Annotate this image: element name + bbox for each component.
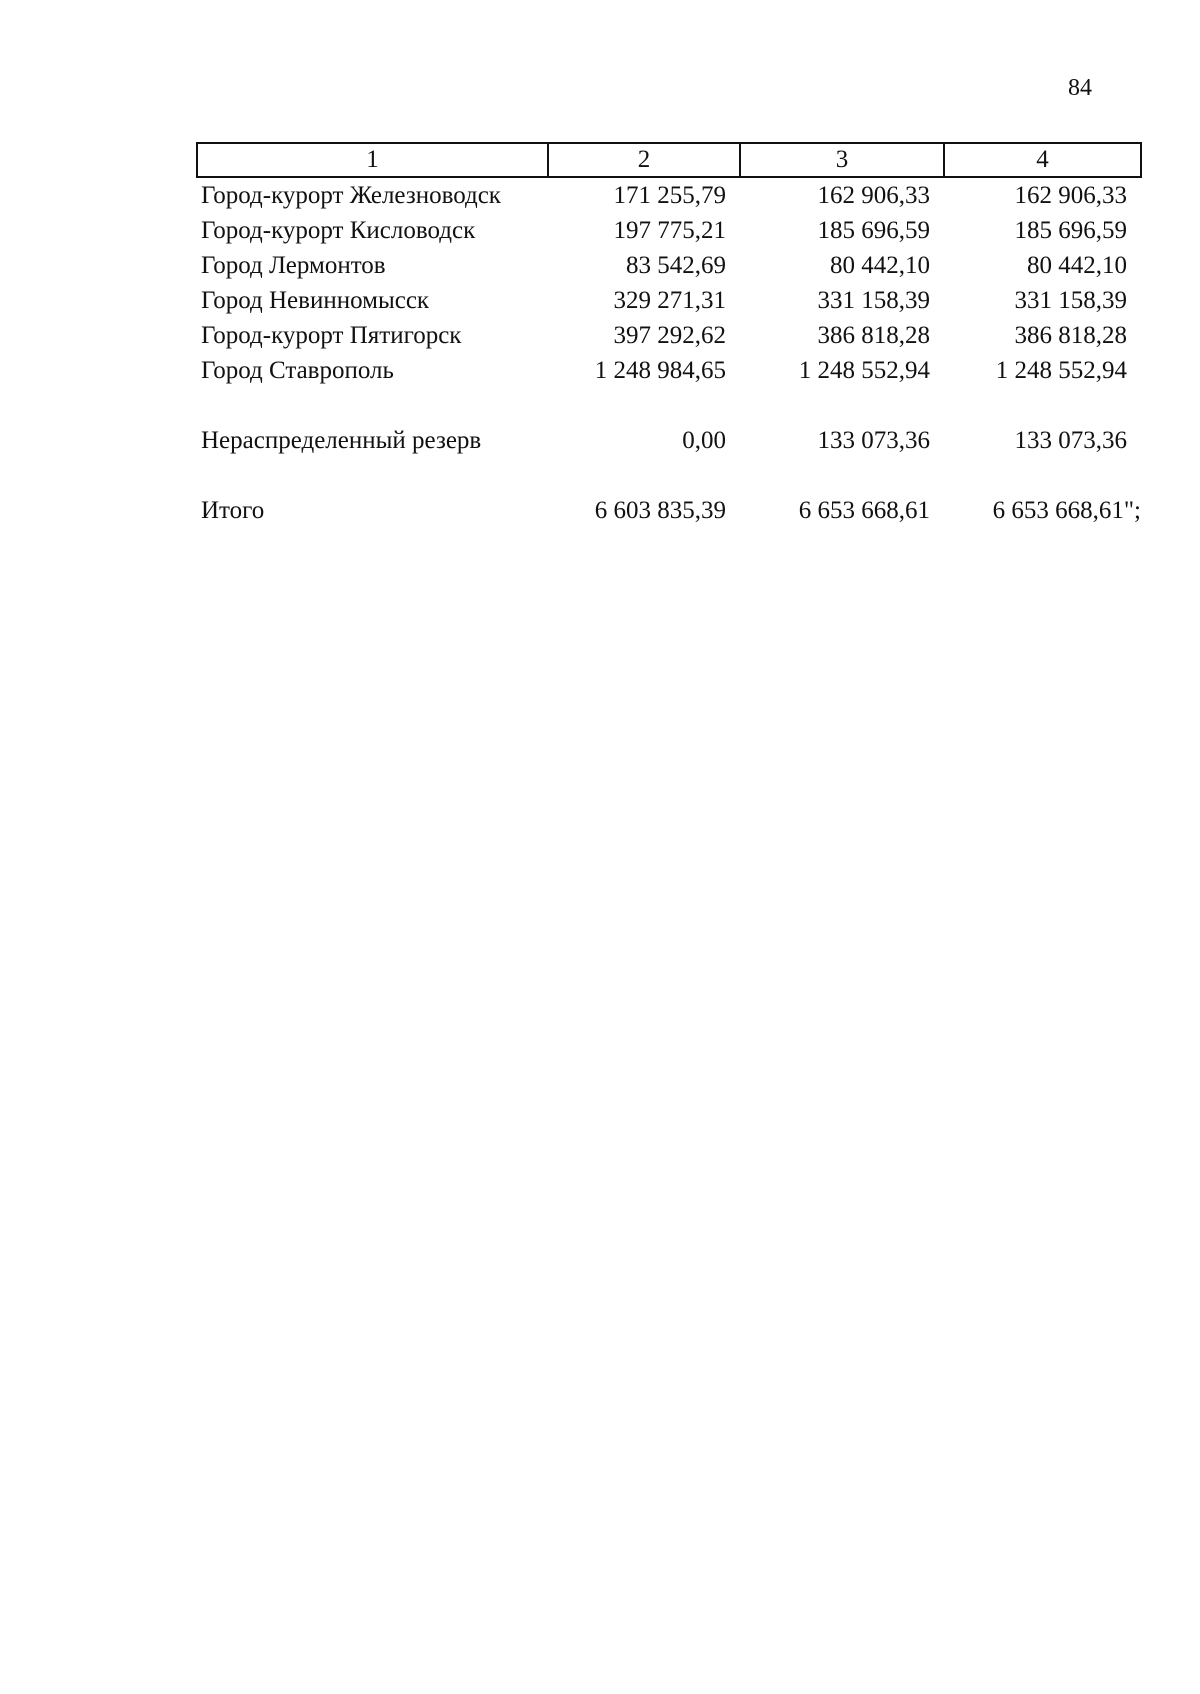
column-header-1: 1 xyxy=(197,143,548,177)
spacer-cell xyxy=(740,388,944,423)
row-name: Город Ставрополь xyxy=(201,357,394,384)
column-header-2: 2 xyxy=(548,143,740,177)
column-header-3: 3 xyxy=(740,143,944,177)
total-name: Итого xyxy=(201,497,265,524)
row-name: Город-курорт Железноводск xyxy=(201,182,501,209)
spacer-row xyxy=(197,458,1141,493)
page-number: 84 xyxy=(1068,75,1092,101)
spacer-cell xyxy=(197,458,548,493)
row-value-col3: 1 248 552,94 xyxy=(798,357,930,384)
row-name: Город Лермонтов xyxy=(201,252,386,279)
row-name: Город Невинномысск xyxy=(201,287,430,314)
reserve-row xyxy=(197,423,1141,458)
table-row xyxy=(197,318,1141,353)
row-value-col2: 197 775,21 xyxy=(613,217,726,244)
row-value-col4: 386 818,28 xyxy=(1014,322,1127,349)
total-value-col2: 6 603 835,39 xyxy=(594,497,726,524)
total-value-col3: 6 653 668,61 xyxy=(798,497,930,524)
column-header-4: 4 xyxy=(944,143,1141,177)
spacer-cell xyxy=(548,458,740,493)
row-name: Город-курорт Пятигорск xyxy=(201,322,462,349)
row-value-col2: 329 271,31 xyxy=(613,287,726,314)
row-name: Город-курорт Кисловодск xyxy=(201,217,476,244)
row-value-col2: 1 248 984,65 xyxy=(594,357,726,384)
table-row xyxy=(197,248,1141,283)
spacer-cell xyxy=(740,458,944,493)
row-value-col3: 331 158,39 xyxy=(817,287,930,314)
header-row xyxy=(197,143,1141,177)
table-header xyxy=(197,143,1141,177)
total-row xyxy=(197,493,1141,528)
row-value-col4: 80 442,10 xyxy=(1027,252,1127,279)
row-value-col4: 162 906,33 xyxy=(1014,182,1127,209)
spacer-cell xyxy=(197,388,548,423)
table-row xyxy=(197,283,1141,318)
reserve-name: Нераспределенный резерв xyxy=(201,427,482,454)
row-value-col3: 80 442,10 xyxy=(830,252,930,279)
row-value-col4: 1 248 552,94 xyxy=(995,357,1127,384)
table-row xyxy=(197,177,1141,213)
spacer-row xyxy=(197,388,1141,423)
table-body xyxy=(197,177,1141,528)
row-value-col2: 171 255,79 xyxy=(613,182,726,209)
table-row xyxy=(197,353,1141,388)
row-value-col3: 386 818,28 xyxy=(817,322,930,349)
row-value-col4: 185 696,59 xyxy=(1014,217,1127,244)
spacer-cell xyxy=(944,458,1141,493)
budget-table xyxy=(196,142,1142,528)
row-value-col4: 331 158,39 xyxy=(1014,287,1127,314)
row-value-col2: 397 292,62 xyxy=(613,322,726,349)
spacer-cell xyxy=(548,388,740,423)
row-value-col3: 162 906,33 xyxy=(817,182,930,209)
spacer-cell xyxy=(944,388,1141,423)
reserve-value-col2: 0,00 xyxy=(682,427,726,454)
total-value-col4: 6 653 668,61"; xyxy=(992,497,1141,524)
reserve-value-col3: 133 073,36 xyxy=(817,427,930,454)
table-row xyxy=(197,213,1141,248)
row-value-col3: 185 696,59 xyxy=(817,217,930,244)
row-value-col2: 83 542,69 xyxy=(626,252,726,279)
reserve-value-col4: 133 073,36 xyxy=(1014,427,1127,454)
